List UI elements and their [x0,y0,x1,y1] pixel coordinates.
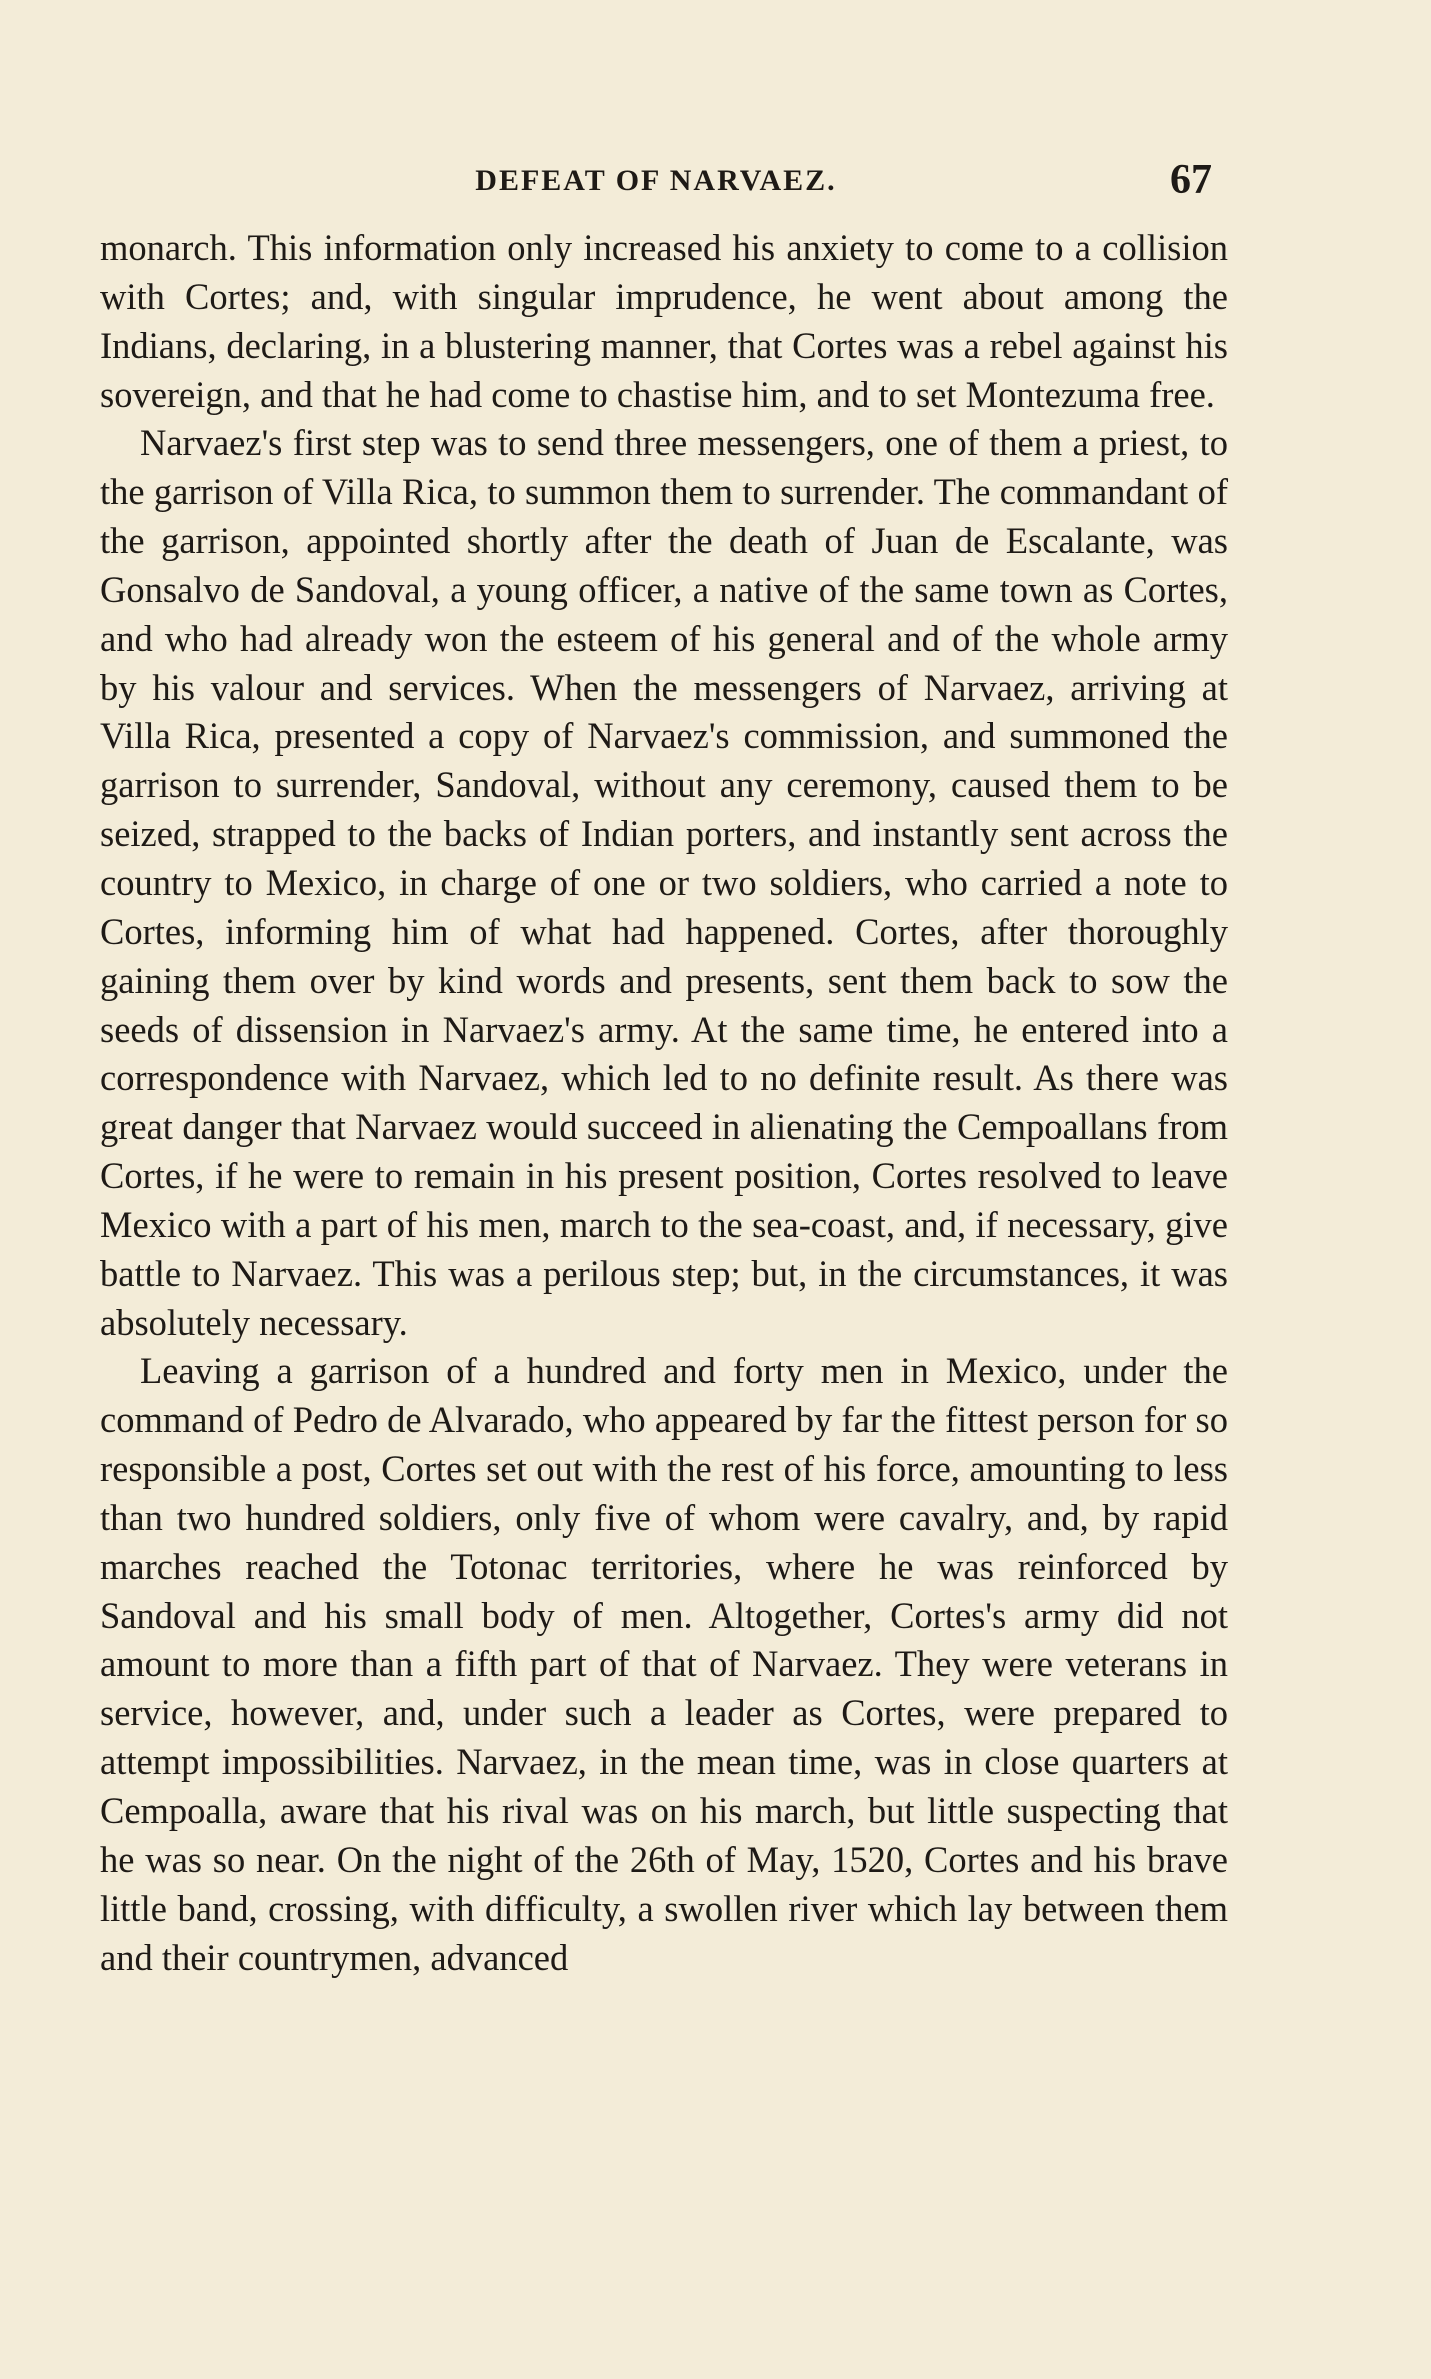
paragraph-leaving-garrison: Leaving a garrison of a hundred and forty men in Mexico, under the command of Pedro de Alvarado, who appeared by far the fittest person for so responsible a post, Cortes set out with the rest of his force, amounting to less than two hundred soldiers, only five of whom were cavalry, and, by rapid marches reached the Totonac territories, where he was reinforced by Sandoval and his small body of men. Altogether, Cortes's army did not amount to more than a fifth part of that of Narvaez. They were veterans in service, however, and, under such a leader as Cortes, were prepared to attempt impossibilities. Narvaez, in the mean time, was in close quarters at Cempoalla, aware that his rival was on his march, but little suspecting that he was so near. On the night of the 26th of May, 1520, Cortes and his brave little band, crossing, with difficulty, a swollen river which lay between them and their countrymen, advanced [100,1350,1228,1978]
running-head [100,156,1212,216]
body-text [100,224,1228,1982]
paragraph-narvaez-first-step: Narvaez's first step was to send three messengers, one of them a priest, to the garrison of Villa Rica, to summon them to surrender. The commandant of the garrison, appointed shortly after the death of Juan de Escalante, was Gonsalvo de Sandoval, a young officer, a native of the same town as Cortes, and who had already won the esteem of his general and of the whole army by his valour and services. When the messengers of Narvaez, arriving at Villa Rica, presented a copy of Narvaez's commission, and summoned the garrison to surrender, Sandoval, without any ceremony, caused them to be seized, strapped to the backs of Indian porters, and instantly sent across the country to Mexico, in charge of one or two soldiers, who carried a note to Cortes, informing him of what had happened. Cortes, after thoroughly gaining them over by kind words and presents, sent them back to sow the seeds of dissension in Narvaez's army. At the same time, he entered into a correspondence with Narvaez, which led to no definite result. As there was great danger that Narvaez would succeed in alienating the Cempoallans from Cortes, if he were to remain in his present position, Cortes resolved to leave Mexico with a part of his men, march to the sea-coast, and, if necessary, give battle to Narvaez. This was a perilous step; but, in the circumstances, it was absolutely necessary. [100,422,1228,1343]
paragraph-continued: monarch. This information only increased his anxiety to come to a collision with Cortes; and, with singular imprudence, he went about among the Indians, declaring, in a blustering manner, that Cortes was a rebel against his sovereign, and that he had come to chastise him, and to set Montezuma free. [100,227,1228,415]
page-number: 67 [1170,157,1212,203]
running-title: DEFEAT OF NARVAEZ. [475,164,837,197]
